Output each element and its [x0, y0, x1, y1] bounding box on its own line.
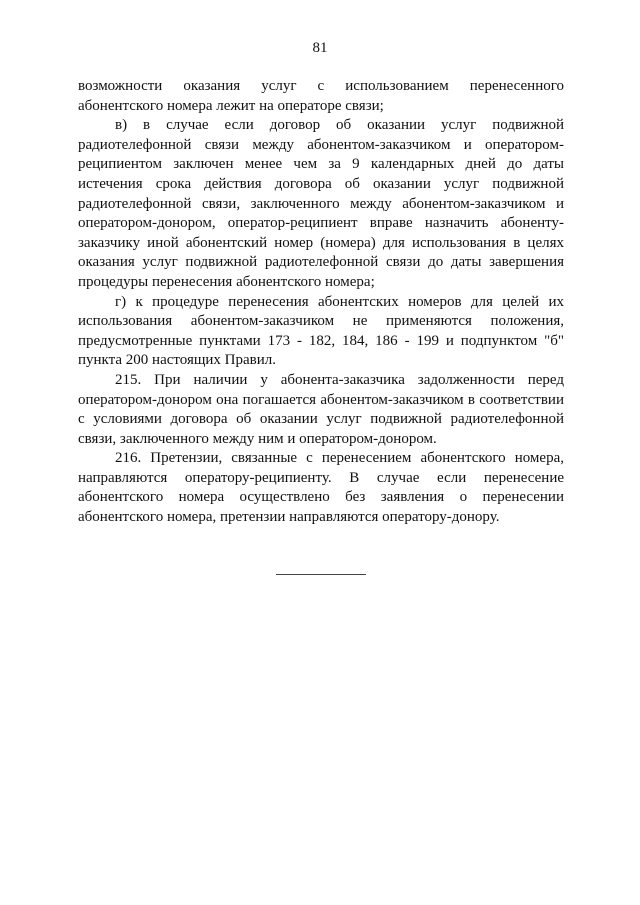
- paragraph-215: 215. При наличии у абонента-заказчика задолженности перед оператором-донором она погашается абонентом-заказчиком в соответствии с условиями договора об оказании услуг подвижной радиотелефонной связи, заключенного между ним и оператором-донором.: [78, 371, 564, 447]
- end-separator-line: [276, 574, 366, 575]
- page-number: 81: [312, 40, 328, 56]
- paragraph-subitem-g: г) к процедуре перенесения абонентских номеров для целей их использования абонентом-заказчиком не применяются положения, предусмотренные пунктами 173 - 182, 184, 186 - 199 и подпунктом "б" пункта 200 настоящих Правил.: [78, 293, 564, 369]
- document-body: [78, 77, 564, 528]
- paragraph-subitem-v: в) в случае если договор об оказании услуг подвижной радиотелефонной связи между абонентом-заказчиком и оператором-реципиентом заключен менее чем за 9 календарных дней до даты истечения срока действия договора об оказании услуг подвижной радиотелефонной связи, заключенного между абонентом-заказчиком и оператором-донором, оператор-реципиент вправе назначить абоненту-заказчику иной абонентский номер (номера) для использования в целях оказания услуг подвижной радиотелефонной связи до даты завершения процедуры перенесения абонентского номера;: [78, 117, 564, 290]
- paragraph-216: 216. Претензии, связанные с перенесением абонентского номера, направляются оператору-реципиенту. В случае если перенесение абонентского номера осуществлено без заявления о перенесении абонентского номера, претензии направляются оператору-донору.: [78, 450, 564, 526]
- paragraph-continuation: возможности оказания услуг с использованием перенесенного абонентского номера лежит на операторе связи;: [78, 78, 564, 114]
